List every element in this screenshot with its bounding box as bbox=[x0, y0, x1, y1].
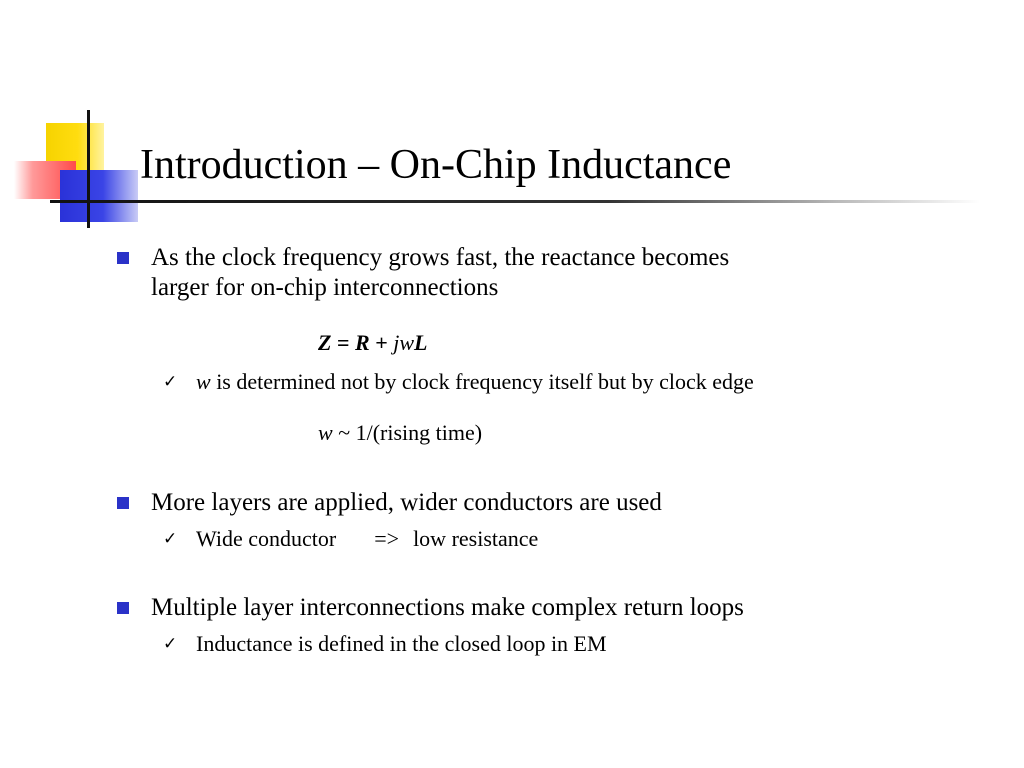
checkmark-icon: ✓ bbox=[163, 634, 178, 654]
sub-bullet-1: ✓ w is determined not by clock frequency itself but by clock edge bbox=[163, 369, 754, 394]
title-underline bbox=[50, 200, 980, 203]
impedance-equation: Z = R + jwL bbox=[318, 330, 428, 355]
square-bullet-icon bbox=[117, 252, 129, 264]
sub-bullet-2: ✓ Wide conductor => low resistance bbox=[163, 526, 539, 551]
bullet-1-line-1: As the clock frequency grows fast, the reactance becomes bbox=[151, 244, 730, 271]
square-bullet-icon bbox=[117, 602, 129, 614]
bullet-1 bbox=[151, 243, 729, 303]
bullet-2: More layers are applied, wider conductors are used bbox=[151, 488, 662, 518]
blue-square-shape bbox=[60, 170, 138, 222]
bullet-3: Multiple layer interconnections make complex return loops bbox=[151, 593, 744, 623]
slide-title: Introduction – On-Chip Inductance bbox=[140, 142, 732, 188]
omega-relation: w ~ 1/(rising time) bbox=[318, 420, 483, 445]
sub-bullet-3: ✓ Inductance is defined in the closed loop in EM bbox=[163, 631, 607, 656]
checkmark-icon: ✓ bbox=[163, 529, 178, 549]
decorative-logo bbox=[0, 0, 150, 240]
checkmark-icon: ✓ bbox=[163, 372, 178, 392]
square-bullet-icon bbox=[117, 497, 129, 509]
vertical-rule bbox=[87, 110, 90, 228]
bullet-1-line-2: larger for on-chip interconnections bbox=[151, 274, 499, 301]
